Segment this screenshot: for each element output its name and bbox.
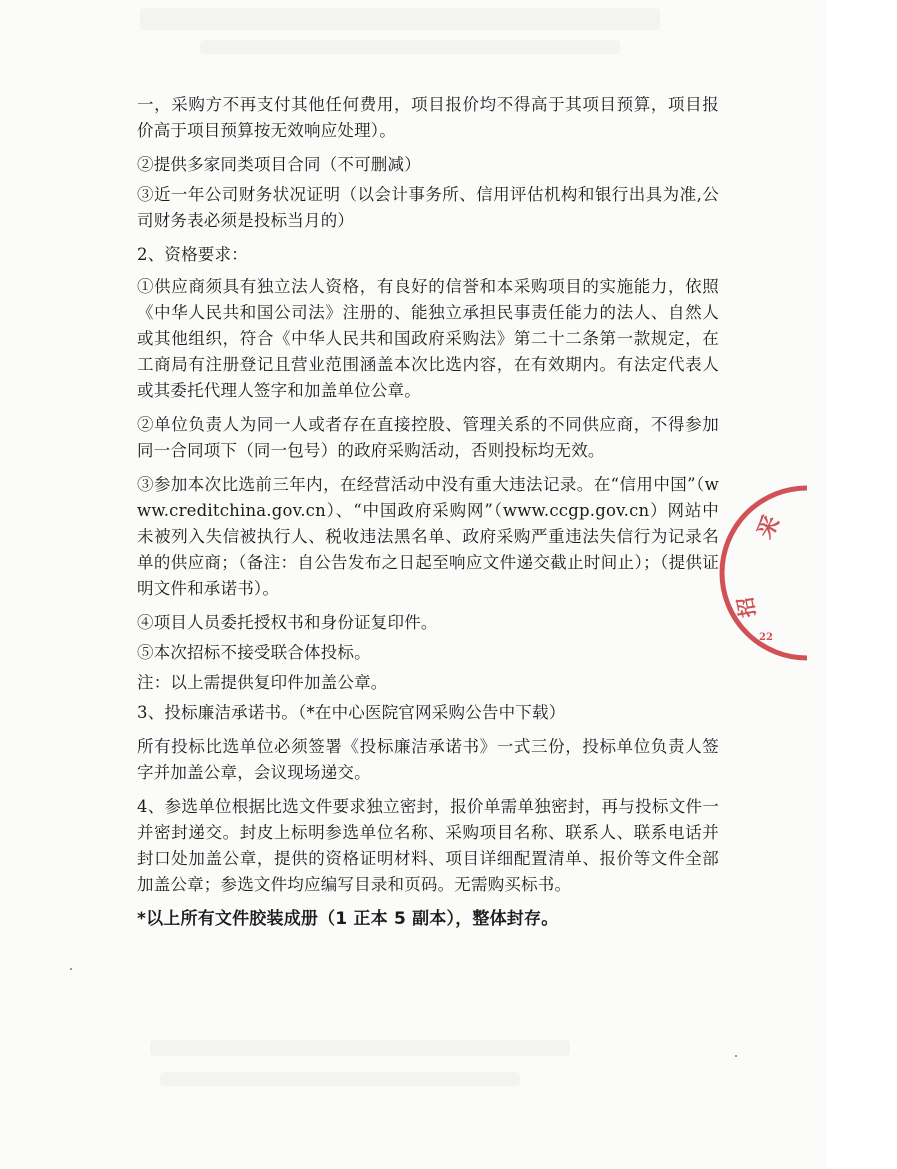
section-heading-qualification: 2、资格要求： [137,245,248,264]
scan-smudge [140,8,660,30]
paragraph-contracts: ②提供多家同类项目合同（不可删减） [137,155,421,174]
scan-smudge [160,1072,520,1086]
scan-speck [735,1055,737,1057]
red-seal-stamp [732,478,897,668]
svg-text:招: 招 [732,595,760,620]
scan-speck [70,968,72,970]
section-heading-integrity: 3、投标廉洁承诺书。（*在中心医院官网采购公告中下载） [137,703,566,722]
paragraph-same-responsible-person: ②单位负责人为同一人或者存在直接控股、管理关系的不同供应商，不得参加同一合同项下（同一包号）的政府采购活动，否则投标均无效。 [137,415,719,460]
svg-text:采: 采 [751,510,786,543]
paragraph-binding-note: *以上所有文件胶装成册（1 正本 5 副本），整体封存。 [137,909,559,929]
paragraph-legal-entity: ①供应商须具有独立法人资格，有良好的信誉和本采购项目的实施能力，依照《中华人民共和国公司法》注册的、能独立承担民事责任能力的法人、自然人或其他组织，符合《中华人民共和国政府采购法》第二十二条第一款规定，在工商局有注册登记且营业范围涵盖本次比选内容，在有效期内。有法定代表人或其委托代理人签字和加盖单位公章。 [137,277,719,400]
paragraph-no-violation: ③参加本次比选前三年内，在经营活动中没有重大违法记录。在“信用中国”（www.creditchina.gov.cn）、“中国政府采购网”（www.ccgp.gov.cn）网站中未被列入失信被执行人、税收违法黑名单、政府采购严重违法失信行为记录名单的供应商；（备注：自公告发布之日起至响应文件递交截止时间止）；（提供证明文件和承诺书）。 [137,475,719,598]
paragraph-sealing-requirements: 4、参选单位根据比选文件要求独立密封，报价单需单独密封，再与投标文件一并密封递交。封皮上标明参选单位名称、采购项目名称、联系人、联系电话并封口处加盖公章，提供的资格证明材料、项目详细配置清单、报价等文件全部加盖公章；参选文件均应编写目录和页码。无需购买标书。 [137,797,719,894]
paragraph-integrity-commitment: 所有投标比选单位必须签署《投标廉洁承诺书》一式三份，投标单位负责人签字并加盖公章，会议现场递交。 [137,737,719,782]
scan-smudge [150,1040,570,1056]
document-body [137,92,719,940]
scan-smudge [200,40,620,54]
svg-text:22: 22 [759,632,773,643]
paragraph-no-consortium: ⑤本次招标不接受联合体投标。 [137,643,371,662]
paragraph-authorization: ④项目人员委托授权书和身份证复印件。 [137,613,438,632]
paragraph-budget-note: 一，采购方不再支付其他任何费用，项目报价均不得高于其项目预算，项目报价高于项目预算按无效响应处理）。 [137,95,719,140]
paragraph-financial-proof: ③近一年公司财务状况证明（以会计事务所、信用评估机构和银行出具为准,公司财务表必须是投标当月的） [137,185,719,230]
paragraph-copy-seal-note: 注：以上需提供复印件加盖公章。 [137,673,388,692]
